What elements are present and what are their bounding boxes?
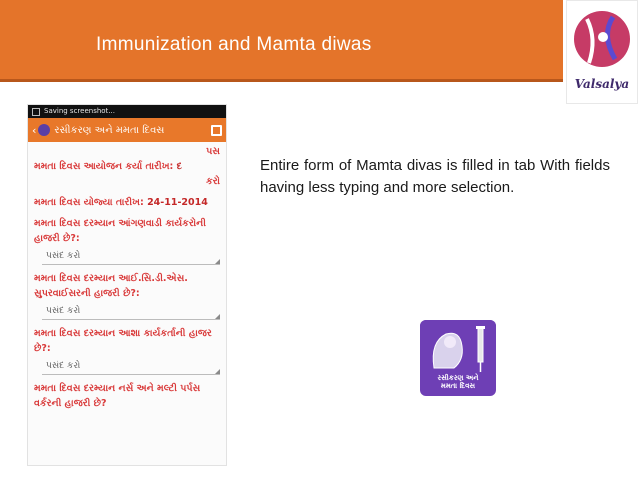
- form-row-anganwadi: [34, 216, 220, 265]
- top-value: પસ: [206, 146, 220, 157]
- asha-select[interactable]: [42, 358, 220, 375]
- app-logo-icon: [38, 124, 50, 136]
- planned-date-value[interactable]: દ: [176, 161, 182, 172]
- icds-select-value: પસંદ કરો: [46, 306, 81, 316]
- mamta-divas-form: [28, 142, 226, 413]
- logo-icon: [567, 1, 637, 77]
- asha-label: મમતા દિવસ દરમ્યાન આશા કાર્યકર્તાની હાજર છે?:: [34, 328, 212, 354]
- form-row-asha: [34, 326, 220, 375]
- status-text: Saving screenshot...: [44, 107, 115, 115]
- planned-date-value2[interactable]: કરો: [206, 176, 220, 187]
- icds-select[interactable]: [42, 303, 220, 320]
- app-icon-label-line1: રસીકરણ અને: [437, 374, 479, 382]
- planned-date-label: મમતા દિવસ આયોજન કર્યા તારીખ:: [34, 161, 174, 172]
- anganwadi-select-value: પસંદ કરો: [46, 251, 81, 261]
- dropdown-corner-icon: [215, 259, 220, 264]
- asha-select-value: પસંદ કરો: [46, 361, 81, 371]
- valsalya-logo: [566, 0, 638, 104]
- slide-title: Immunization and Mamta diwas: [96, 34, 372, 55]
- app-icon-label: [420, 374, 496, 390]
- slide-description: Entire form of Mamta divas is filled in tab With fields having less typing and more selection.: [260, 157, 610, 196]
- form-row-held-date: [34, 195, 220, 210]
- mamta-app-icon: [420, 320, 496, 396]
- status-bar: [28, 105, 226, 118]
- anganwadi-select[interactable]: [42, 248, 220, 265]
- anganwadi-label: મમતા દિવસ દરમ્યાન આંગણવાડી કાર્યકરોની હાજરી છે?:: [34, 218, 206, 244]
- back-icon[interactable]: ‹: [32, 123, 37, 137]
- screenshot-icon: [32, 108, 40, 116]
- mother-child-icon: [420, 320, 496, 376]
- slide-title-bar: [0, 0, 563, 82]
- nurse-label: મમતા દિવસ દરમ્યાન નર્સ અને મલ્ટી પર્પસ વર્કરની હાજરી છે?: [34, 383, 201, 409]
- form-row-nurse: [34, 381, 220, 411]
- icds-label: મમતા દિવસ દરમ્યાન આઈ.સિ.ડી.એસ. સુપરવાઈસરની હાજરી છે?:: [34, 273, 188, 299]
- app-title: રસીકરણ અને મમતા દિવસ: [54, 124, 165, 136]
- app-icon-label-line2: મમતા દિવસ: [440, 382, 476, 390]
- phone-screenshot: [27, 104, 227, 466]
- form-row-planned-date: [34, 159, 220, 189]
- dropdown-corner-icon: [215, 369, 220, 374]
- app-bar: [28, 118, 226, 142]
- held-date-label: મમતા દિવસ યોજ્યા તારીખ:: [34, 197, 144, 208]
- held-date-value[interactable]: 24-11-2014: [147, 197, 208, 208]
- dropdown-corner-icon: [215, 314, 220, 319]
- form-row-icds: [34, 271, 220, 320]
- logo-text: Valsalya: [574, 77, 630, 91]
- save-icon[interactable]: [211, 125, 222, 136]
